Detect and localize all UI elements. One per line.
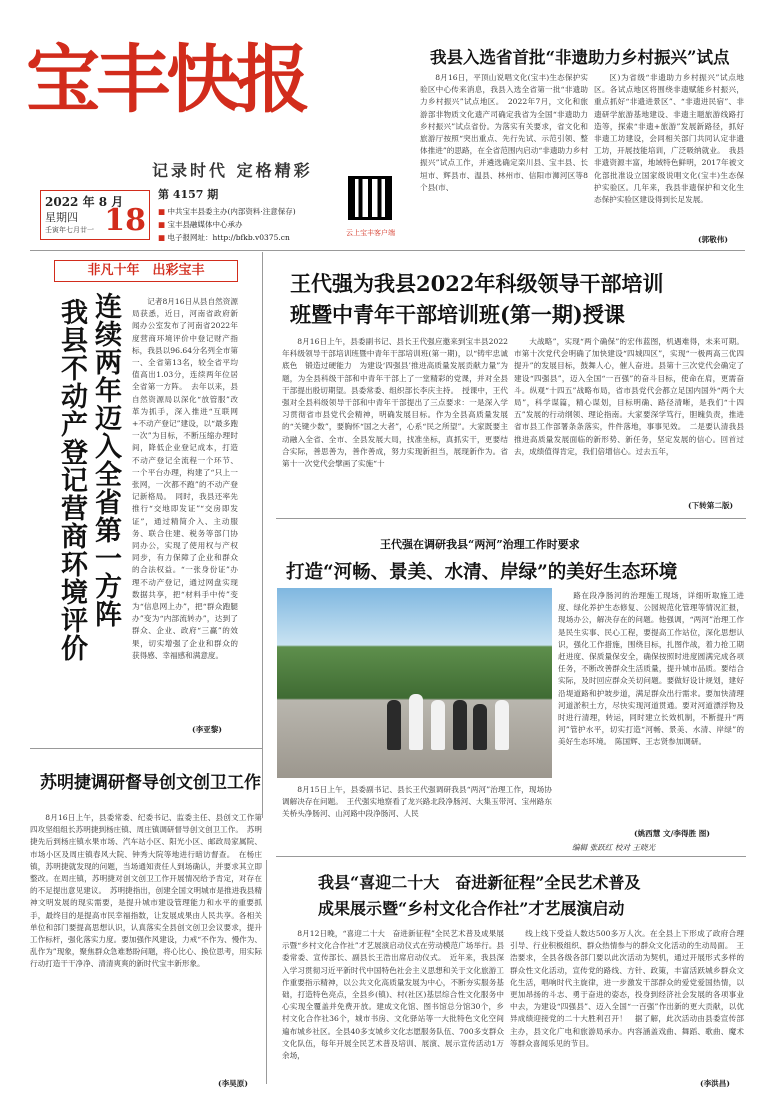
lunar-date: 壬寅年七月廿一 [45,226,94,234]
date-text: 2022 年 8 月 [45,195,124,209]
article-1-title[interactable]: 我县入选省首批“非遗助力乡村振兴”试点 [430,48,730,67]
publisher-url[interactable]: ■ 电子报网址：http://bfkb.v0375.cn [158,231,296,244]
article-5-author: (李昊原) [218,1079,248,1088]
day-number: 18 [104,203,146,238]
motto: 记录时代 定格精彩 [152,161,313,180]
continued-note[interactable]: (下转第二版) [688,501,734,510]
article-4-bottom: 8月15日上午，县委副书记、县长王代强调研我县“两河”治理工作，现场协调解决存在问题。 王代强实地察看了龙兴路北段净肠河、大集玉带河、宝州路东关桥头净肠河、山河路中段净肠河、人民 [282,785,552,819]
article-3-title-line1[interactable]: 王代强为我县2022年科级领导干部培训 [290,271,664,296]
qr-code[interactable] [348,176,392,220]
editors: 编辑 张跃红 校对 王晓光 [572,843,656,852]
date-box [40,190,150,240]
article-4-title[interactable]: 打造“河畅、景美、水清、岸绿”的美好生态环境 [286,562,678,583]
article-1-author: (郭敬伟) [698,235,728,244]
masthead-logo: 宝丰快报 [26,37,306,123]
article-4-right: 路在段净肠河的治理施工现场，详细听取施工进度、绿化养护生态修复、公园规范化管理等情况汇报，现场办公，解决存在的问题。他强调，“两河”治理工作是民生实事、民心工程，要提高工作站位，深化思想认识，强化工作措施，围绕目标，扎图作战，着力抢工期赶进度、保质量保安全，确保按照时进度圆满完成各项任务，不断改善群众生活质量，提升城市品质。要结合实际，及时回应群众关切问题。要做好设计规划，建好沿堤道路和护坡步道，满足群众出行需求。要加快清理河道淤积土方，尽快实现河道贯通。要对河道漂浮物及时进行清理，转运，同时建立长效机制，不断提升“两河”管护水平，切实打造“河畅、景美、水清、岸绿”的美好生态环境。 陈国辉、王志贤参加调研。 [558,591,744,747]
qr-caption: 云上宝丰客户端 [346,229,395,237]
article-3-col1: 8月16日上午，县委副书记、县长王代强应邀来到宝丰县2022年科级领导干部培训班暨中青年干部培训班(第一期)，以“铸牢忠诚底色 锻造过硬能力 为建设‘四强县’推进高质量发展贡献力量”为题，为全县科级干部和中青年干部上了一堂精彩的党课，并对全县干部提出殷切期望。县委常委、组织部长李庆主持。 授课中，王代强对全县科级领导干部和中青年干部提出了三点要求：一是深入学习贯彻省市县党代会精神，明确发展目标。作为全县高质量发展的“关键少数”，要胸怀“国之大者”，心系“民之所望”。大家既要主动融入全省、全市、全县发展大局，找准坐标，真抓实干，更要结合实际，善思善为，善作善成，努力实现新担当，展现新作为。省第十一次党代会擘画了实施“十 [282,337,508,469]
weekday-text: 星期四 [45,211,78,224]
publisher-line: ■ 中共宝丰县委主办(内部资料·注意保存) [158,205,296,218]
divider [30,748,262,749]
article-2-text: 记者8月16日从县自然资源局获悉，近日，河南省政府新闻办公室发布了河南省2022年度营商环境评价中登记财产指标，我县以96.64分名列全市第一、全省第13名，较全省平均值高出1.03分，连续两年位居全省第一方阵。 去年以来，县自然资源局以深化“放管服”改革为抓手，深入推进“互联网+不动产登记”建设，以“最多跑一次”为目标，不断压缩办理时间，降低企业登记成本，打造不动产登记全流程一个环节、一个平台办理，构建了“只上一张网，一次都不跑”的不动产登记新格局。 同时，我县还率先推行“交地即发证”“交房即发证”，通过精简介入、主动服务、联合住建、税务等部门协同办公，实现了使用权与产权同步，有力保障了企业和群众的合法权益。“一张身份证”办理不动产登记，通过网盘实现数据共享，把“材料手中传”变为“信息网上办”，把“群众跑腿办”变为“内部流转办”，达到了群众、企业、政府“三赢”的效果，切实增强了企业和群众的获得感、幸福感和满意度。 [132,297,238,660]
divider [276,856,746,857]
person-figure [453,700,467,750]
person-figure [495,700,509,750]
article-1-col1: 8月16日，平顶山说唱文化(宝丰)生态保护实验区中心传来消息，我县入选全省第一批“非遗助力乡村振兴”试点地区。 2022年7月，文化和旅游部非物质文化遗产司确定我省为全国“非遗助力乡村振兴”试点省份。为落实有关要求，省文化和旅游厅按照“突出重点、先行先试、示范引领、整体推进”的思路，在全省范围内启动“非遗助力乡村振兴”试点工作，并遴选确定栾川县、宝丰县、长垣市、辉县市、温县、林州市、信阳市浉河区等8个县(市、 [420,73,588,192]
divider [276,518,746,519]
article-4-kicker: 王代强在调研我县“两河”治理工作时要求 [380,538,580,551]
publisher-line: ■ 宝丰县融媒体中心承办 [158,218,296,231]
article-5-text: 8月16日上午，县委常委、纪委书记、监委主任、县创文工作第四攻坚组组长苏明捷到杨庄镇、周庄镇调研督导创文创卫工作。 苏明捷先后到杨庄镇水果市场、汽车站小区、阳光小区、邮政局家属院、市场小区及周庄镇春风大院、钟秀大院等地进行暗访督查。 在杨庄镇，苏明捷就发现的问题，当场通知责任人到场确认，并要求其立即整改。在周庄镇，苏明捷对创文创卫工作开展情况给予肯定，对存在的不足提出意见建议。 苏明捷指出，创建全国文明城市是推进我县精神文明发展的现实需要，是提升城市建设管理能力和水平的重要抓手，最终目的是提高市民幸福指数，让发展成果由人民共享。各相关单位和部门要提高思想认识，认真落实全县创文创卫会议要求，提升工作标杆，强化落实力度。要加强作风建设，力戒“不作为、慢作为、乱作为”现象，聚焦群众急难愁盼问题，将心比心、换位思考，用实际行动打造干干净净、清清爽爽的新时代宝丰新形象。 [30,813,262,969]
divider [266,860,267,1084]
article-2-title-b[interactable]: 我县不动产登记营商环境评价 [56,298,87,662]
publisher-info [158,205,296,244]
news-photo [277,588,552,778]
article-3-col2: 大战略”，实现“两个确保”的宏伟蓝图，机遇难得，未来可期。市第十次党代会明确了加快建设“四城四区”，实现“一极两高三优四提升”的发展目标，鼓舞人心，催人奋进。县第十三次党代会确定了建设“四强县”，迈入全国“一百强”的奋斗目标，使命在肩，更需奋斗。纵观“十四五”战略布局，省市县党代会都立足国内国外“两个大局”，科学谋篇，精心谋划，目标明确、路径清晰，是我们“十四五”发展的行动纲领、理论指南。大家要深学笃行，胆魄负责，推进省市县工作部署条条落实，件件落地，事事见效。 二是要认清我县推进高质量发展面临的新形势、新任务，坚定发展的信心。回首过去，成绩值得肯定，我们倍增信心。过去五年， [514,337,744,456]
article-6-title-line2[interactable]: 成果展示暨“乡村文化合作社”才艺展演启动 [318,899,625,918]
person-figure [409,694,423,750]
person-figure [473,704,487,750]
divider [262,252,263,818]
divider [30,250,745,251]
article-6-title-line1[interactable]: 我县“喜迎二十大 奋进新征程”全民艺术普及 [318,873,641,892]
article-1-col2: 区)为省级“非遗助力乡村振兴”试点地区。各试点地区将围绕非遗赋能乡村振兴，重点抓好“非遗进景区”、“非遗进民宿”、非遗研学旅游基地建设、非遗主题旅游线路打造等，探索“非遗+旅游”发展新路径，抓好非遗工坊建设，会同相关部门共同认定非遗工坊，开展技能培训，广泛吸纳就业。 我县非遗资源丰富，地域特色鲜明，2017年被文化部批准设立国家级说唱文化(宝丰)生态保护实验区。几年来，我县非遗保护和文化生态保护实验区建设得到长足发展。 [594,73,744,205]
person-figure [431,700,445,750]
article-6-col2: 线上线下受益人数达500多万人次。在全县上下形成了政府合理引导、行业积极组织、群众热情参与的群众文化活动的生动局面。 王浩要求，全县各级各部门要以此次活动为契机，通过开展形式多样的群众性文化活动，宣传党的路线、方针、政策，丰富活跃城乡群众文化生活，唱响时代主旋律，进一步激发干部群众的爱党爱国热情，以更加昂扬的斗志、勇于奋进的姿态，投身到经济社会发展的各项事业中去，为建设“四强县”、迈入全国“一百强”作出新的更大贡献，以优异成绩迎接党的二十大胜利召开！ 据了解，此次活动由县委宣传部主办，县文化广电和旅游局承办。内容涵盖戏曲、舞蹈、歌曲、魔术等群众喜闻乐见的节目。 [510,929,744,1048]
person-figure [387,700,401,750]
article-5-title[interactable]: 苏明捷调研督导创文创卫工作 [40,773,261,793]
article-3-title-line2[interactable]: 班暨中青年干部培训班(第一期)授课 [290,302,625,327]
article-6-col1: 8月12日晚，“喜迎二十大 奋进新征程”全民艺术普及成果展示暨“乡村文化合作社”才艺展演启动仪式在劳动模范广场举行。县委常委、宣传部长、副县长王浩出席启动仪式。 近年来，我县深入学习贯彻习近平新时代中国特色社会主义思想和关于文化旅游工作重要指示精神，以公共文化高质量发展为中心，不断夯实服务基础，打造特色亮点，全县乡(镇)、村(社区)基层综合性文化服务中心实现全覆盖并免费开放。建成文化馆、图书馆总分馆30个，乡村文化合作社36个，城市书房、文化驿站等一大批特色文化空间遍布城乡社区。全县40多支城乡文化志愿服务队伍、700多支群众文化队伍，每年开展全民艺术普及培训、展演、展示宣传活动1万余场， [282,929,504,1061]
article-4-author: (姚西慧 文/李得胜 图) [634,829,710,838]
article-2-title-a[interactable]: 连续两年迈入全省第一方阵 [90,292,121,628]
article-2-author: (李亚黎) [192,725,222,734]
issue-number: 第 4157 期 [158,188,219,201]
article-6-author: (李洪昌) [700,1079,730,1088]
section-banner: 非凡十年 出彩宝丰 [54,260,238,282]
